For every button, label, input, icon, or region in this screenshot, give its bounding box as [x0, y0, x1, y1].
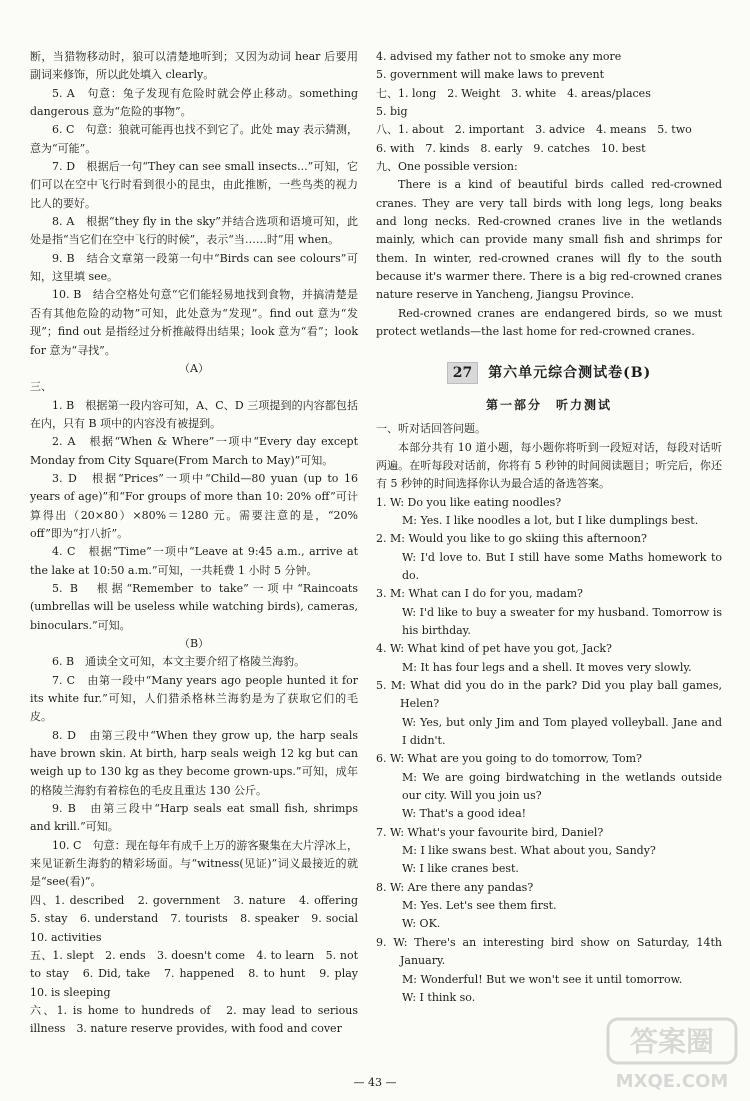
answer-paragraph: 1. B 根据第一段内容可知，A、C、D 三项提到的内容都包括在内，只有 B 项中的内容没有被提到。: [30, 398, 358, 430]
transcript-line: M: I like swans best. What about you, Sandy?: [402, 844, 656, 858]
transcript-line: 8. W: Are there any pandas?: [376, 880, 534, 894]
left-column: [30, 48, 369, 1039]
answer-paragraph: 五、1. slept 2. ends 3. doesn't come 4. to learn 5. not to stay 6. Did, take 7. happened 8. to hunt 9. play 10. is sleeping: [30, 948, 369, 999]
transcript-line: 4. W: What kind of pet have you got, Jack?: [376, 642, 612, 656]
answer-paragraph: 6. C 句意：狼就可能再也找不到它了。此处 may 表示猜测，意为“可能”。: [30, 123, 358, 155]
answer-paragraph: 6. B 通读全文可知，本文主要介绍了格陵兰海豹。: [52, 655, 306, 669]
page-number: — 43 —: [353, 1076, 397, 1089]
answer-paragraph: 5. A 句意：兔子发现有危险时就会停止移动。something dangerous 意为“危险的事物”。: [30, 86, 358, 119]
answer-paragraph: 六、1. is home to hundreds of 2. may lead to serious illness 3. nature reserve provides, with food and cover: [30, 1003, 358, 1036]
section-number-badge: 27: [447, 362, 478, 384]
answer-paragraph: 四、1. described 2. government 3. nature 4. offering 5. stay 6. understand 7. tourists 8. speaker 9. social 10. activities: [30, 893, 369, 944]
transcript-line: M: Yes. I like noodles a lot, but I like dumplings best.: [402, 513, 699, 527]
answer-paragraph: 5. big: [376, 105, 408, 119]
section-title: 第六单元综合测试卷(B): [488, 364, 652, 381]
answer-paragraph: 5. government will make laws to prevent: [376, 68, 605, 82]
part-title: 第一部分 听力测试: [485, 397, 612, 412]
answer-paragraph: 5. B 根据“Remember to take”一项中“Raincoats (umbrellas will be useless while watching birds), cameras, binoculars.”可知。: [30, 581, 358, 632]
transcript-line: W: That's a good idea!: [402, 807, 527, 821]
answer-paragraph: 7. C 由第一段中“Many years ago people hunted it for its white fur.”可知，人们猎杀格林兰海豹是为了获取它们的毛皮。: [30, 673, 358, 724]
answer-paragraph: There is a kind of beautiful birds called red-crowned cranes. They are very tall birds with long legs, long beaks and long necks. Red-crowned cranes live in the wetlands mainly, which can provide many small fish and shrimps for them. In winter, red-crowned cranes will fly to the south because it's warmer there. There is a big red-crowned cranes nature reserve in Yancheng, Jiangsu Province.: [376, 178, 722, 302]
transcript-line: W: OK.: [402, 917, 441, 931]
watermark-domain: MXQE.COM: [615, 1071, 729, 1092]
transcript-line: M: Wonderful! But we won't see it until tomorrow.: [402, 972, 683, 986]
answer-paragraph: 9. B 结合文章第一段第一句中“Birds can see colours”可知，这里填 see。: [30, 251, 358, 284]
transcript-line: M: It has four legs and a shell. It moves very slowly.: [402, 660, 692, 674]
answer-paragraph: （B）: [178, 637, 210, 650]
transcript-line: W: I think so.: [402, 990, 476, 1004]
answer-paragraph: 4. C 根据“Time”一项中“Leave at 9:45 a.m., arrive at the lake at 10:50 a.m.”可知，一共耗费 1 小时 5 分钟。: [30, 545, 358, 577]
listening-transcript: [376, 420, 722, 1007]
watermark-logo-icon: [604, 1015, 740, 1095]
answer-paragraph: 6. with 7. kinds 8. early 9. catches 10. best: [376, 141, 646, 155]
transcript-line: W: Yes, but only Jim and Tom played volleyball. Jane and I didn't.: [402, 715, 722, 748]
answer-paragraph: 2. A 根据“When & Where”一项中“Every day except Monday from City Square(From March to May)”可知。: [30, 435, 358, 467]
transcript-line: W: I like cranes best.: [402, 862, 519, 876]
transcript-line: 6. W: What are you going to do tomorrow, Tom?: [376, 752, 642, 766]
answer-paragraph: 8. D 由第三段中“When they grow up, the harp seals have brown skin. At birth, harp seals weigh 12 kg but can weigh up to 130 kg as they become grown-ups.”可知，成年的格陵兰海豹有着棕色的毛皮且重达 130 公斤。: [30, 728, 358, 797]
transcript-line: 本部分共有 10 道小题，每小题你将听到一段短对话，每段对话听两遍。在听每段对话前，你将有 5 秒钟的时间阅读题目；听完后，你还有 5 秒钟的时间选择你认为最合适的备选答案。: [376, 440, 722, 491]
answer-paragraph: 10. C 句意：现在每年有成千上万的游客聚集在大片浮冰上，来见证新生海豹的精彩场面。与“witness(见证)”词义最接近的就是“see(看)”。: [30, 838, 358, 889]
transcript-line: 5. M: What did you do in the park? Did you play ball games, Helen?: [376, 679, 722, 711]
answer-paragraph: 4. advised my father not to smoke any more: [376, 50, 622, 63]
answer-paragraph: 三、: [30, 380, 52, 394]
answer-paragraph: 九、One possible version:: [376, 160, 518, 174]
right-column: [376, 48, 722, 1007]
transcript-line: W: I'd like to buy a sweater for my husband. Tomorrow is his birthday.: [402, 605, 722, 637]
answer-paragraph: 7. D 根据后一句“They can see small insects...”可知，它们可以在空中飞行时看到很小的昆虫，由此推断，一些鸟类的视力比人的要好。: [30, 160, 358, 210]
answer-paragraph: 断，当猎物移动时，狼可以清楚地听到；又因为动词 hear 后要用副词来修饰，所以此处填入 clearly。: [30, 50, 358, 82]
answer-paragraph: 3. D 根据“Prices”一项中“Child—80 yuan (up to 16 years of age)”和“For groups of more than 10: 20% off”可计算得出（20×80）×80%＝1280 元。需要注意的是，“20% off”即为“打八折”。: [30, 471, 358, 540]
transcript-line: 9. W: There's an interesting bird show on Saturday, 14th January.: [376, 935, 722, 968]
transcript-line: M: We are going birdwatching in the wetlands outside our city. Will you join us?: [402, 770, 722, 803]
transcript-line: 7. W: What's your favourite bird, Daniel?: [376, 825, 604, 839]
watermark-text: 答案圈: [629, 1025, 715, 1058]
answer-paragraph: 八、1. about 2. important 3. advice 4. means 5. two: [376, 123, 692, 137]
answer-paragraph: 9. B 由第三段中“Harp seals eat small fish, shrimps and krill.”可知。: [30, 802, 358, 834]
section-header: [376, 362, 722, 384]
answer-paragraph: 七、1. long 2. Weight 3. white 4. areas/places: [376, 86, 651, 100]
answer-paragraph: （A）: [179, 361, 209, 375]
answer-paragraph: Red-crowned cranes are endangered birds, so we must protect wetlands—the last home for red-crowned cranes.: [376, 306, 722, 339]
transcript-line: 2. M: Would you like to go skiing this afternoon?: [376, 532, 647, 546]
transcript-line: M: Yes. Let's see them first.: [402, 899, 557, 913]
answer-paragraph: 10. B 结合空格处句意“它们能轻易地找到食物，并搞清楚是否有其他危险的动物”可知，此处意为“发现”。find out 意为“发现”；find out 是指经过分析推敲得出结果；look 意为“看”；look for 意为“寻找”。: [30, 288, 358, 357]
transcript-line: 1. W: Do you like eating noodles?: [376, 495, 562, 509]
transcript-line: W: I'd love to. But I still have some Maths homework to do.: [402, 550, 722, 582]
answer-paragraph: 8. A 根据“they fly in the sky”并结合选项和语境可知，此处是指“当它们在空中飞行的时候”，表示“当……时”用 when。: [30, 215, 358, 247]
transcript-line: 3. M: What can I do for you, madam?: [376, 587, 583, 601]
transcript-line: 一、听对话回答问题。: [376, 422, 486, 436]
answer-continuation: [376, 48, 722, 342]
